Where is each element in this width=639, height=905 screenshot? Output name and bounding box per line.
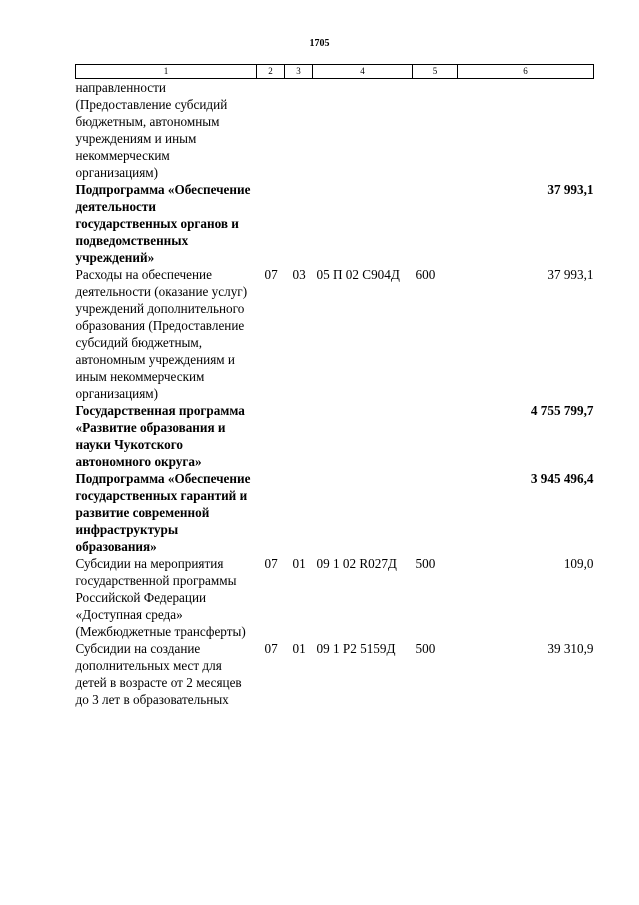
column-header: 3 xyxy=(285,65,313,79)
row-subsection-code xyxy=(285,470,313,555)
row-amount xyxy=(458,79,594,182)
row-subsection-code xyxy=(285,181,313,266)
row-target-article xyxy=(313,79,413,182)
row-subsection-code xyxy=(285,402,313,470)
row-name: Подпрограмма «Обеспечение государственных гарантий и развитие современной инфраструктуры образования» xyxy=(75,471,251,554)
row-target-article: 05 П 02 С904Д xyxy=(316,267,400,282)
row-subsection-code: 01 xyxy=(292,556,306,571)
column-header: 4 xyxy=(313,65,413,79)
page-number: 1705 xyxy=(309,38,330,49)
row-name: Подпрограмма «Обеспечение деятельности государственных органов и подведомственных учреждений» xyxy=(75,182,251,265)
row-subsection-code: 03 xyxy=(292,267,306,282)
row-section-code xyxy=(257,402,285,470)
table-row xyxy=(76,266,594,402)
column-header: 6 xyxy=(458,65,594,79)
row-amount: 37 993,1 xyxy=(547,182,594,197)
row-amount: 109,0 xyxy=(563,556,594,571)
row-amount: 39 310,9 xyxy=(547,641,594,656)
column-header: 1 xyxy=(76,65,257,79)
table-row xyxy=(76,79,594,182)
table-header xyxy=(76,65,594,79)
row-amount: 4 755 799,7 xyxy=(530,403,594,418)
table-row xyxy=(76,640,594,708)
table-body xyxy=(76,79,594,709)
row-subsection-code xyxy=(285,79,313,182)
row-target-article xyxy=(313,402,413,470)
row-section-code xyxy=(257,181,285,266)
row-target-article xyxy=(313,470,413,555)
row-amount: 3 945 496,4 xyxy=(530,471,594,486)
row-expense-type xyxy=(413,181,458,266)
row-expense-type xyxy=(413,79,458,182)
row-expense-type: 600 xyxy=(415,267,436,282)
column-header: 5 xyxy=(413,65,458,79)
row-expense-type: 500 xyxy=(415,556,436,571)
table-row xyxy=(76,555,594,640)
row-section-code: 07 xyxy=(264,641,278,656)
row-name: Расходы на обеспечение деятельности (оказание услуг) учреждений дополнительного образования (Предоставление субсидий бюджетным, автономным учреждениям и иным некоммерческим организациям) xyxy=(75,267,248,401)
row-target-article: 09 1 Р2 5159Д xyxy=(316,641,396,656)
budget-table xyxy=(75,64,594,708)
column-header: 2 xyxy=(257,65,285,79)
row-expense-type xyxy=(413,470,458,555)
row-section-code xyxy=(257,470,285,555)
header-row xyxy=(76,65,594,79)
row-section-code xyxy=(257,79,285,182)
row-expense-type: 500 xyxy=(415,641,436,656)
table-row xyxy=(76,181,594,266)
table-row xyxy=(76,470,594,555)
row-subsection-code: 01 xyxy=(292,641,306,656)
row-section-code: 07 xyxy=(264,267,278,282)
row-section-code: 07 xyxy=(264,556,278,571)
row-target-article xyxy=(313,181,413,266)
row-name: Субсидии на мероприятия государственной программы Российской Федерации «Доступная среда» (Межбюджетные трансферты) xyxy=(75,556,246,639)
row-name: Государственная программа «Развитие образования и науки Чукотского автономного округа» xyxy=(75,403,245,469)
row-name: Субсидии на создание дополнительных мест для детей в возрасте от 2 месяцев до 3 лет в образовательных xyxy=(75,641,242,707)
table-row xyxy=(76,402,594,470)
row-target-article: 09 1 02 R027Д xyxy=(316,556,397,571)
row-name: направленности (Предоставление субсидий бюджетным, автономным учреждениям и иным некоммерческим организациям) xyxy=(75,80,228,180)
row-amount: 37 993,1 xyxy=(547,267,594,282)
row-expense-type xyxy=(413,402,458,470)
